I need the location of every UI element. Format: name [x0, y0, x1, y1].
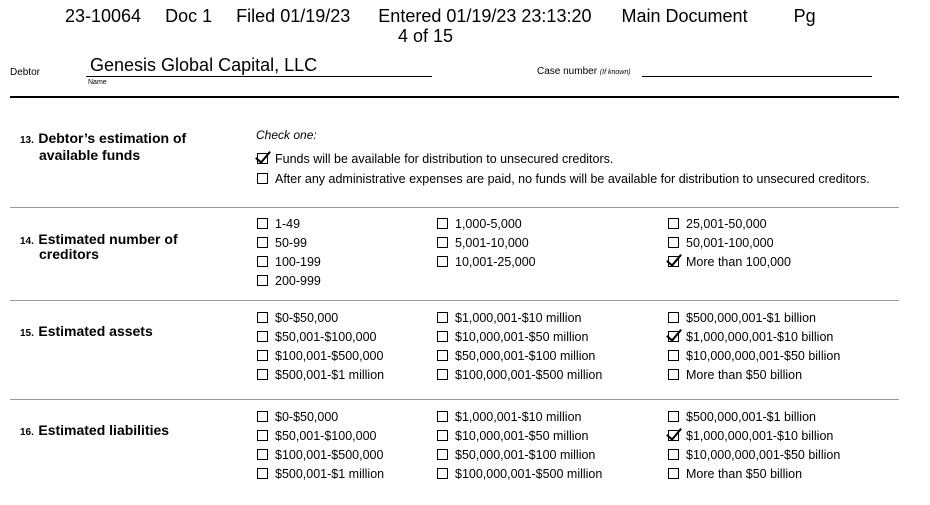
option-assets[interactable]: $10,000,001-$50 million — [437, 328, 602, 347]
option-creditors[interactable]: 5,001-10,000 — [437, 234, 536, 253]
debtor-label: Debtor — [10, 67, 41, 78]
option-liabilities[interactable]: $50,000,001-$100 million — [437, 446, 602, 465]
section-14-title-line2: creditors — [39, 246, 99, 262]
option-creditors[interactable]: 1,000-5,000 — [437, 215, 536, 234]
checkbox-icon[interactable] — [437, 430, 448, 441]
filed-date: Filed 01/19/23 — [236, 6, 351, 26]
checkbox-icon[interactable] — [437, 218, 448, 229]
checkbox-icon[interactable] — [668, 237, 679, 248]
option-assets[interactable]: $1,000,001-$10 million — [437, 309, 602, 328]
section-divider — [10, 207, 899, 208]
checkbox-icon[interactable] — [668, 468, 679, 479]
option-liabilities[interactable]: $50,001-$100,000 — [257, 427, 384, 446]
creditors-column-1 — [257, 215, 321, 291]
option-no-funds-available[interactable]: After any administrative expenses are paid, no funds will be available for distribution to unsecured creditors. — [257, 170, 870, 189]
checkbox-icon[interactable] — [257, 331, 268, 342]
debtor-name: Genesis Global Capital, LLC — [90, 55, 318, 75]
main-document-label: Main Document — [621, 6, 748, 26]
checkbox-icon[interactable] — [668, 350, 679, 361]
assets-column-1 — [257, 309, 384, 385]
liabilities-column-1 — [257, 408, 384, 484]
case-number-label: Case number (If known) — [537, 66, 631, 77]
checkbox-icon[interactable] — [257, 312, 268, 323]
option-liabilities[interactable]: $1,000,001-$10 million — [437, 408, 602, 427]
option-liabilities[interactable]: $500,000,001-$1 billion — [668, 408, 840, 427]
checkbox-checked-icon[interactable] — [257, 153, 268, 164]
option-liabilities[interactable]: $100,001-$500,000 — [257, 446, 384, 465]
option-creditors[interactable]: 1-49 — [257, 215, 321, 234]
name-caption: Name — [88, 79, 107, 86]
option-liabilities-checked[interactable]: $1,000,000,001-$10 billion — [668, 427, 840, 446]
checkbox-icon[interactable] — [437, 369, 448, 380]
section-13-title: 13. Debtor’s estimation of — [20, 130, 187, 146]
case-id: 23-10064 — [65, 6, 142, 26]
checkbox-icon[interactable] — [257, 468, 268, 479]
checkbox-icon[interactable] — [257, 275, 268, 286]
option-creditors[interactable]: 10,001-25,000 — [437, 253, 536, 272]
option-creditors[interactable]: 200-999 — [257, 272, 321, 291]
page-label: Pg — [793, 6, 816, 26]
section-16-title: 16. Estimated liabilities — [20, 422, 170, 438]
creditors-column-2 — [437, 215, 536, 272]
creditors-column-3 — [668, 215, 791, 272]
case-number-field[interactable] — [642, 66, 872, 77]
debtor-name-line — [86, 55, 432, 77]
checkbox-icon[interactable] — [257, 411, 268, 422]
option-liabilities[interactable]: $100,000,001-$500 million — [437, 465, 602, 484]
option-assets[interactable]: $10,000,000,001-$50 billion — [668, 347, 840, 366]
checkbox-icon[interactable] — [257, 369, 268, 380]
checkbox-icon[interactable] — [257, 256, 268, 267]
option-liabilities[interactable]: $500,001-$1 million — [257, 465, 384, 484]
option-liabilities[interactable]: $0-$50,000 — [257, 408, 384, 427]
section-divider-thick — [10, 96, 899, 98]
checkbox-icon[interactable] — [257, 350, 268, 361]
section-divider — [10, 300, 899, 301]
option-creditors[interactable]: 100-199 — [257, 253, 321, 272]
checkbox-icon[interactable] — [257, 173, 268, 184]
checkbox-icon[interactable] — [668, 411, 679, 422]
option-assets[interactable]: More than $50 billion — [668, 366, 840, 385]
checkbox-icon[interactable] — [437, 237, 448, 248]
section-15-title: 15. Estimated assets — [20, 323, 153, 339]
option-liabilities[interactable]: $10,000,001-$50 million — [437, 427, 602, 446]
section-13-title-line2: available funds — [39, 147, 141, 163]
doc-number: Doc 1 — [165, 6, 213, 26]
option-liabilities[interactable]: $10,000,000,001-$50 billion — [668, 446, 840, 465]
option-creditors[interactable]: 50,001-100,000 — [668, 234, 791, 253]
option-funds-available[interactable]: Funds will be available for distribution to unsecured creditors. — [257, 150, 613, 169]
option-liabilities[interactable]: More than $50 billion — [668, 465, 840, 484]
checkbox-checked-icon[interactable] — [668, 331, 679, 342]
option-assets[interactable]: $100,000,001-$500 million — [437, 366, 602, 385]
checkbox-icon[interactable] — [668, 369, 679, 380]
option-assets-checked[interactable]: $1,000,000,001-$10 billion — [668, 328, 840, 347]
checkbox-icon[interactable] — [257, 237, 268, 248]
checkbox-checked-icon[interactable] — [668, 430, 679, 441]
checkbox-icon[interactable] — [437, 331, 448, 342]
option-assets[interactable]: $50,001-$100,000 — [257, 328, 384, 347]
option-creditors[interactable]: 25,001-50,000 — [668, 215, 791, 234]
checkbox-icon[interactable] — [668, 218, 679, 229]
checkbox-icon[interactable] — [437, 350, 448, 361]
checkbox-icon[interactable] — [437, 468, 448, 479]
option-assets[interactable]: $100,001-$500,000 — [257, 347, 384, 366]
page-count: 4 of 15 — [398, 26, 454, 46]
filing-header — [65, 6, 816, 27]
checkbox-icon[interactable] — [257, 430, 268, 441]
option-assets[interactable]: $50,000,001-$100 million — [437, 347, 602, 366]
section-divider — [10, 399, 899, 400]
checkbox-icon[interactable] — [668, 449, 679, 460]
option-assets[interactable]: $500,000,001-$1 billion — [668, 309, 840, 328]
section-14-title: 14. Estimated number of — [20, 231, 178, 247]
option-assets[interactable]: $500,001-$1 million — [257, 366, 384, 385]
option-creditors[interactable]: 50-99 — [257, 234, 321, 253]
check-one-label: Check one: — [256, 128, 317, 142]
checkbox-icon[interactable] — [257, 218, 268, 229]
checkbox-icon[interactable] — [437, 256, 448, 267]
liabilities-column-2 — [437, 408, 602, 484]
assets-column-2 — [437, 309, 602, 385]
entered-date: Entered 01/19/23 23:13:20 — [378, 6, 592, 26]
checkbox-checked-icon[interactable] — [668, 256, 679, 267]
checkbox-icon[interactable] — [257, 449, 268, 460]
checkbox-icon[interactable] — [668, 312, 679, 323]
checkbox-icon[interactable] — [437, 312, 448, 323]
liabilities-column-3 — [668, 408, 840, 484]
checkbox-icon[interactable] — [437, 411, 448, 422]
option-assets[interactable]: $0-$50,000 — [257, 309, 384, 328]
assets-column-3 — [668, 309, 840, 385]
checkbox-icon[interactable] — [437, 449, 448, 460]
option-creditors-checked[interactable]: More than 100,000 — [668, 253, 791, 272]
